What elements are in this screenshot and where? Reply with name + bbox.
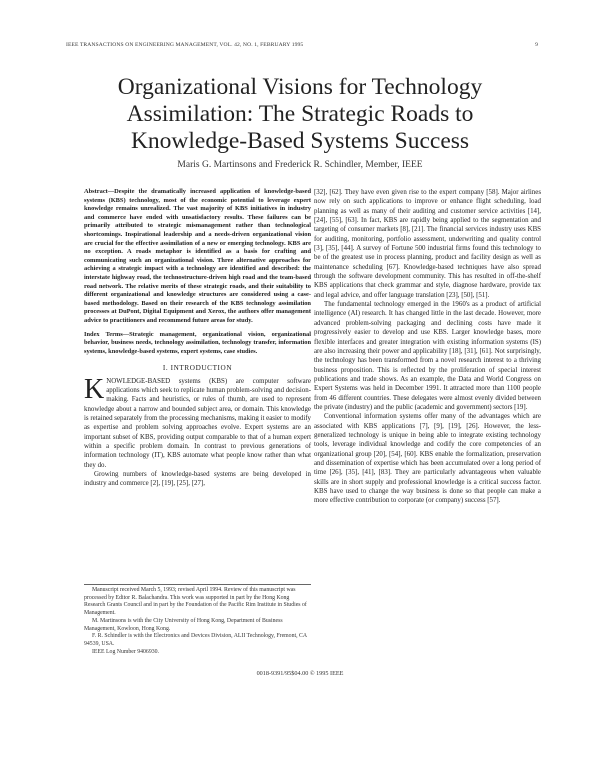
intro-paragraph bbox=[84, 373, 311, 470]
title-line: Knowledge-Based Systems Success bbox=[130, 128, 470, 154]
right-column bbox=[314, 188, 541, 506]
copyright-line: 0018-9391/95$04.00 © 1995 IEEE bbox=[256, 670, 344, 677]
author-line: Maris G. Martinsons and Frederick R. Schindler, Member, IEEE bbox=[177, 160, 423, 170]
running-title: IEEE TRANSACTIONS ON ENGINEERING MANAGEMENT, VOL. 42, NO. 1, FEBRUARY 1995 bbox=[66, 42, 304, 48]
paper-title bbox=[60, 74, 540, 155]
title-line: Organizational Visions for Technology bbox=[117, 74, 483, 100]
body-paragraph: Conventional information systems offer many of the advantages which are associated with KBS applications [7], [9], [19], [26]. However, the less-generalized technology is unique in being able to integrate existing technology tools, leverage individual knowledge and codify the core competencies of an organizational group [20], [54], [60]. KBS enable the formalization, preservation and dissemination of expertise which has been accumulated over a long period of time [26], [35], [41], [83]. They are particularly advantageous when valuable skills are in short supply and professional knowledge is a critical success factor. KBS have used to change the way business is done so that people can make a more effective contribution to corporate (or company) success [57]. bbox=[314, 413, 541, 505]
section-heading: I. INTRODUCTION bbox=[162, 364, 233, 373]
drop-cap: K bbox=[84, 373, 105, 405]
footnote: Manuscript received March 5, 1993; revised April 1994. Review of this manuscript was processed by Editor R. Balachandra. This work was supported in part by the Hong Kong Research Grants Council and in part by the Foundation of the Pacific Rim Institute in Studies of Management. bbox=[84, 587, 307, 617]
abstract: Abstract—Despite the dramatically increased application of knowledge-based systems (KBS) technology, most of the economic potential to leverage expert knowledge remains unrealized. The vast majority of KBS initiatives in industry and commerce have ended with unsatisfactory results. These failures can be primarily attributed to strategic mismanagement rather than technological shortcomings. Inspirational leadership and a needs-driven organizational vision are crucial for the effective assimilation of a new or emerging technology. KBS are no exception. A roads metaphor is identified as a basis for crafting and communicating such an organizational vision. Three alternative approaches for achieving a strategic impact with a technology are identified and described: the interstate highway road, the technostructure-driven high road and the team-based road network. The relative merits of these strategic roads, and their suitability to different organizational and knowledge structures are considered using a case-based methodology. Based on their research of the KBS technology assimilation processes at DuPont, Digital Equipment and Xerox, the authors offer management advice to practitioners and recommend future areas for study. bbox=[84, 188, 311, 324]
index-terms: Index Terms—Strategic management, organizational vision, organizational behavior, business needs, technology assimilation, technology transfer, information systems, knowledge-based systems, expert systems, case studies. bbox=[84, 330, 311, 355]
page-number: 9 bbox=[535, 42, 538, 48]
footnotes bbox=[84, 584, 311, 656]
body-paragraph: The fundamental technology emerged in the 1960's as a product of artificial intelligence (AI) research. It has changed little in the last decade. However, more advanced problem-solving packaging and declining costs have made it progressively easier to develop and use KBS. Larger knowledge bases, more flexible interfaces and greater integration with existing information systems (IS) are also increasing their power and applicability [18], [31], [61]. Not surprisingly, the technology has been transformed from a novel research interest to a thriving business proposition. This is reflected by the proliferation of special interest publications and trade shows. As an example, the Data and World Congress on Expert Systems was held in December 1991. It attracted more than 1100 people from 46 different countries. These delegates were almost evenly divided between the private (industry) and the public (academic and government) sectors [19]. bbox=[314, 301, 541, 411]
intro-text: NOWLEDGE-BASED systems (KBS) are computer software applications which seek to replicate human problem-solving and decision-making. Facts and heuristics, or rules of thumb, are used to represent knowledge about a narrow and bounded subject area, or domain. This knowledge is retained separately from the processing mechanisms, making it easier to modify as expertise and problem solving approaches evolve. Expert systems are an important subset of KBS, providing output comparable to that of a human expert within a specific problem domain. In contrast to previous generations of information technology (IT), KBS automate what people know rather than what they do. bbox=[84, 377, 311, 469]
intro-paragraph-2: Growing numbers of knowledge-based systems are being developed in industry and commerce [2], [19], [25], [27], bbox=[84, 471, 311, 488]
left-column bbox=[84, 188, 311, 489]
running-header bbox=[66, 42, 538, 48]
footnote: F. R. Schindler is with the Electronics and Devices Division, ALII Technology, Fremont, CA 94539, USA. bbox=[84, 633, 307, 647]
body-paragraph: [32], [62]. They have even given rise to the expert company [58]. Major airlines now rely on such applications to improve or enhance flight scheduling, load planning as well as many of their auditing and customer service activities [14], [24], [55], [63]. In fact, KBS are rapidly being applied to the segmentation and targeting of consumer markets [8], [21]. The financial services industry uses KBS for auditing, monitoring, portfolio assessment, underwriting and quality control [3], [35], [44]. A survey of Fortune 500 industrial firms found this technology to be of the greatest use in process planning, product and facility design as well as maintenance scheduling [67]. Knowledge-based techniques have also spread through the software development community. This has resulted in off-the-shelf KBS applications that check grammar and style, diagnose hardware, provide tax and legal advice, and offer language translation [23], [50], [51]. bbox=[314, 189, 541, 299]
footnote: M. Martinsons is with the City University of Hong Kong, Department of Business Management, Kowloon, Hong Kong. bbox=[84, 617, 283, 632]
title-line: Assimilation: The Strategic Roads to bbox=[126, 101, 474, 127]
footnote: IEEE Log Number 9406930. bbox=[92, 648, 159, 655]
